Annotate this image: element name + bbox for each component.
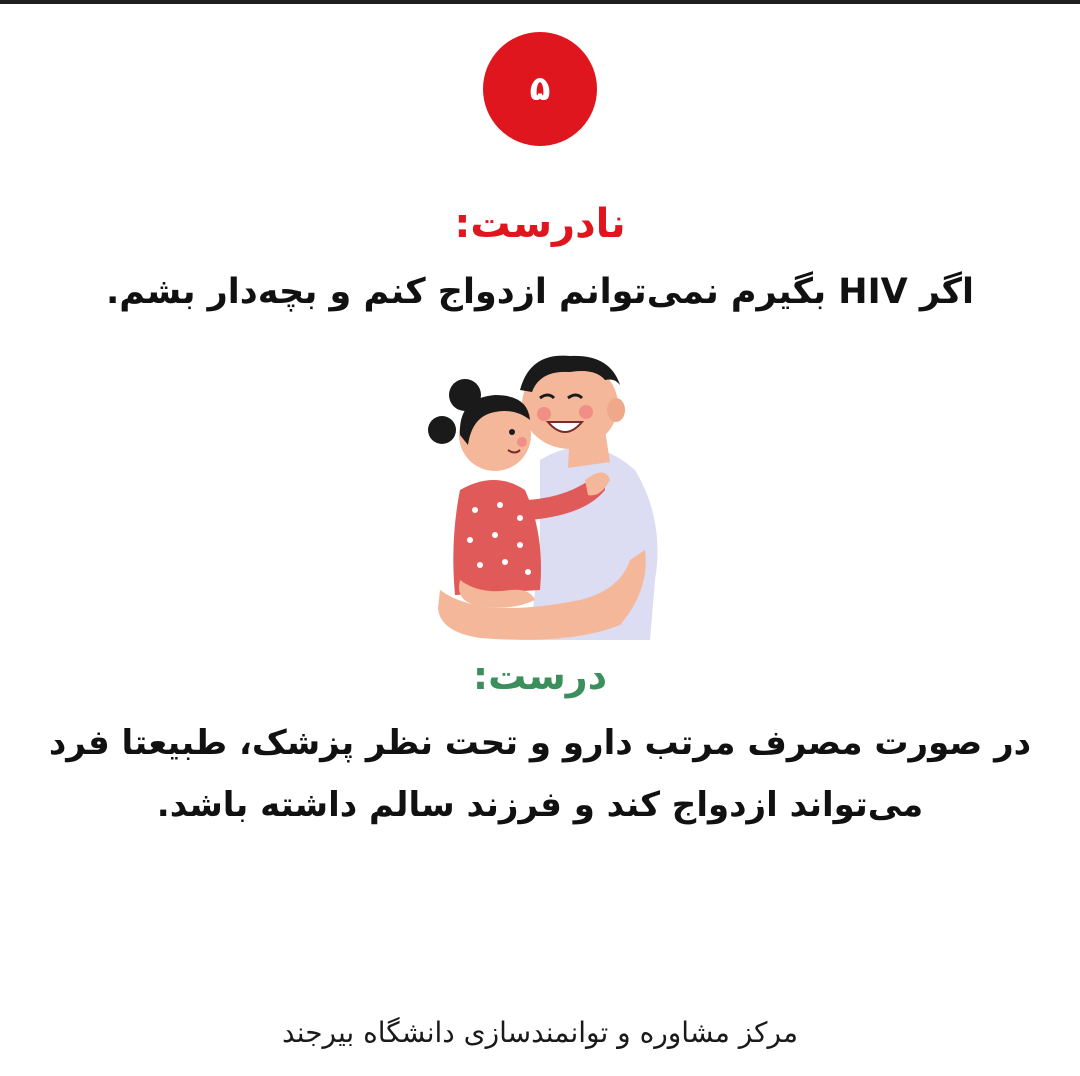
myth-label: نادرست:	[454, 201, 626, 247]
father-daughter-illustration	[420, 350, 670, 650]
fact-statement: در صورت مصرف مرتب دارو و تحت نظر پزشک، طبیعتا فرد می‌تواند ازدواج کند و فرزند سالم داشته باشد.	[48, 723, 1032, 825]
footer-credit: مرکز مشاوره و توانمندسازی دانشگاه بیرجند	[282, 1016, 798, 1049]
fact-label: درست:	[472, 654, 608, 698]
badge-number: ۵	[529, 69, 551, 109]
myth-statement: اگر HIV بگیرم نمی‌توانم ازدواج کنم و بچه‌دار بشم.	[105, 272, 975, 312]
father-hugging-daughter-icon	[420, 350, 670, 650]
number-badge	[483, 32, 597, 146]
top-border	[0, 0, 1080, 4]
